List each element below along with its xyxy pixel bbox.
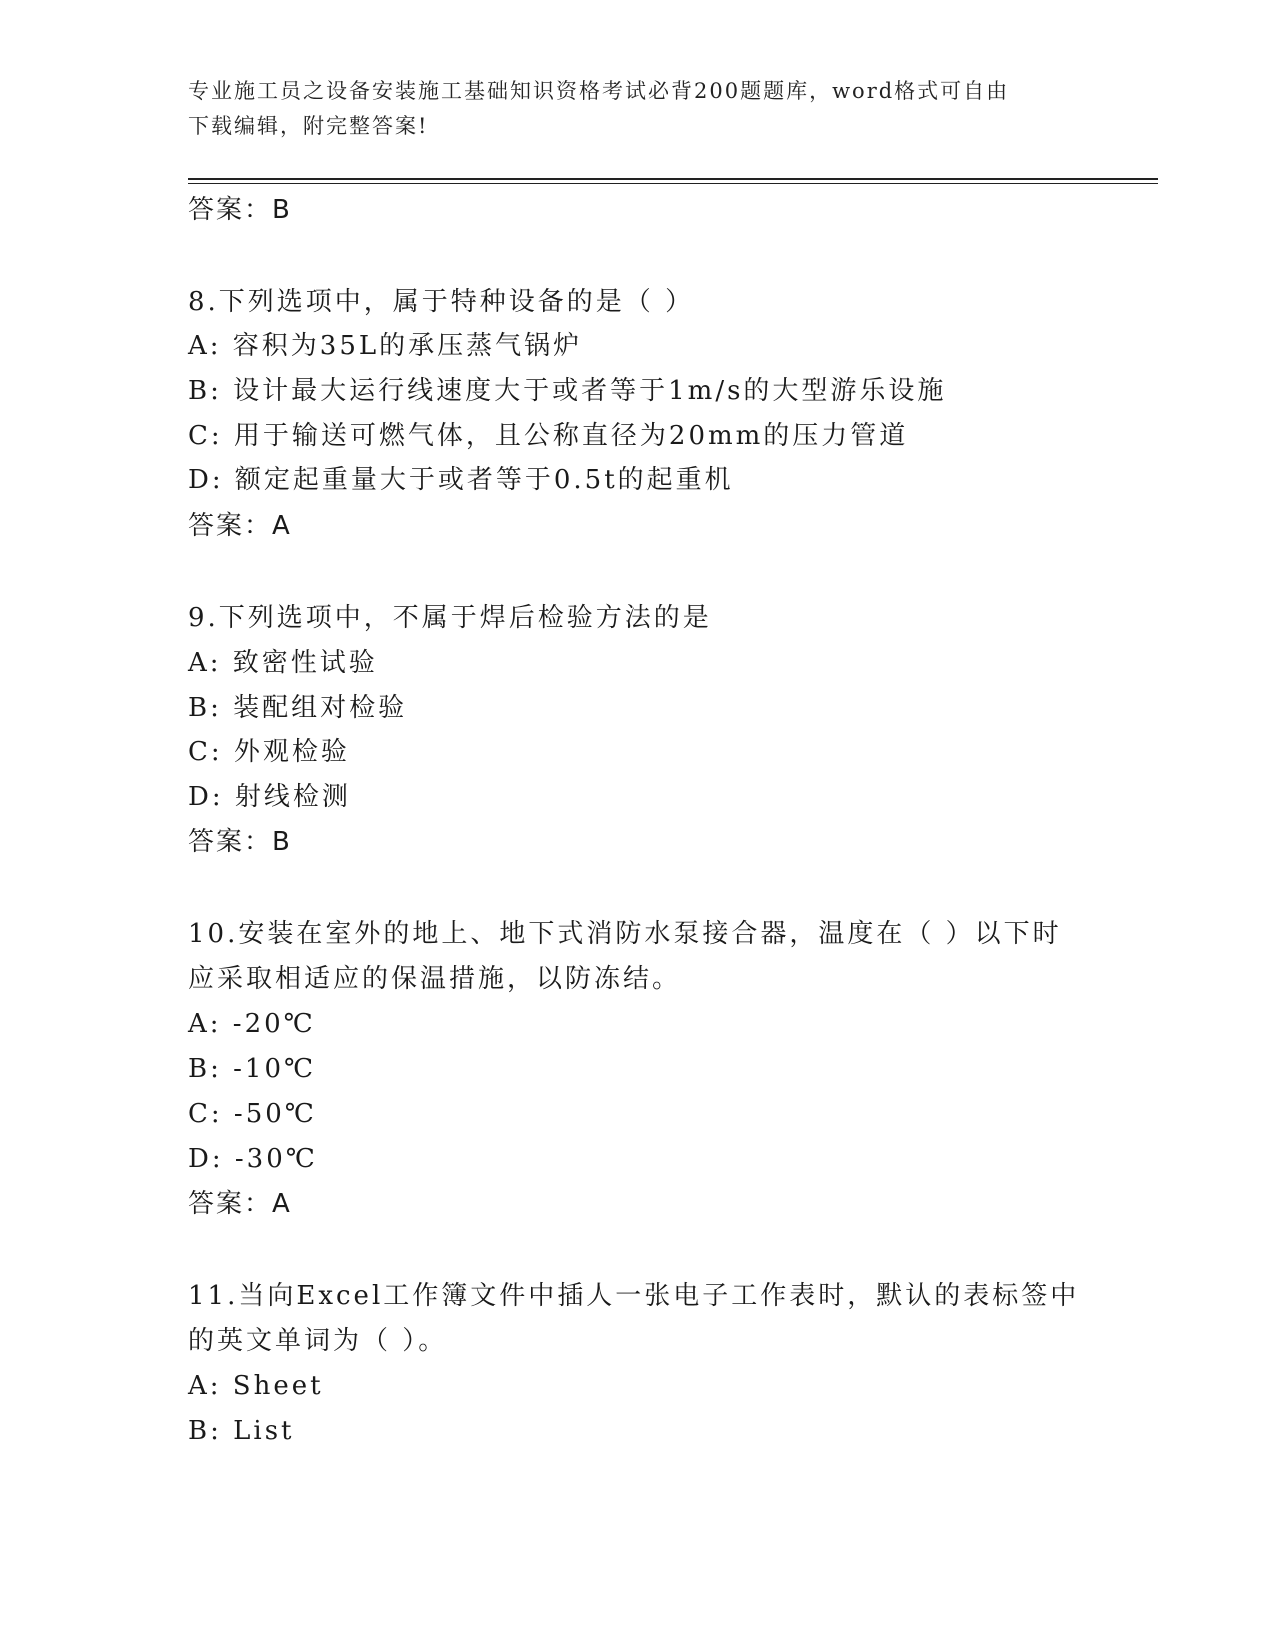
- question-8-option-c: C: 用于输送可燃气体，且公称直径为20mm的压力管道: [188, 421, 909, 451]
- header-line-1: 专业施工员之设备安装施工基础知识资格考试必背200题题库，word格式可自由: [188, 79, 1010, 103]
- question-11-option-a: A: Sheet: [188, 1371, 324, 1401]
- question-10-stem-line-1: 10.安装在室外的地上、地下式消防水泵接合器，温度在（ ）以下时: [188, 919, 1062, 949]
- question-9-option-a: A: 致密性试验: [188, 648, 378, 678]
- question-8-option-b: B: 设计最大运行线速度大于或者等于1m/s的大型游乐设施: [188, 376, 947, 406]
- question-10-option-d: D: -30℃: [188, 1144, 318, 1174]
- question-8-option-d: D: 额定起重量大于或者等于0.5t的起重机: [188, 465, 734, 495]
- question-8-stem: 8.下列选项中，属于特种设备的是（ ）: [188, 287, 695, 317]
- document-header: [188, 74, 1078, 144]
- question-10-option-b: B: -10℃: [188, 1054, 317, 1084]
- question-10-option-c: C: -50℃: [188, 1099, 317, 1129]
- question-10-answer: 答案：A: [188, 1189, 292, 1219]
- question-10-stem-line-2: 应采取相适应的保温措施，以防冻结。: [188, 964, 682, 994]
- question-8-option-a: A: 容积为35L的承压蒸气锅炉: [188, 331, 583, 361]
- question-11-option-b: B: List: [188, 1416, 295, 1446]
- question-8-answer: 答案：A: [188, 511, 292, 541]
- header-line-2: 下载编辑，附完整答案!: [188, 114, 429, 138]
- answer-line: 答案：B: [188, 195, 292, 225]
- question-9-option-b: B: 装配组对检验: [188, 693, 408, 723]
- question-9-option-c: C: 外观检验: [188, 737, 350, 767]
- question-9-option-d: D: 射线检测: [188, 782, 351, 812]
- question-11-stem-line-2: 的英文单词为（ ）。: [188, 1326, 448, 1356]
- question-9-stem: 9.下列选项中，不属于焊后检验方法的是: [188, 603, 712, 633]
- question-11-stem-line-1: 11.当向Excel工作簿文件中插人一张电子工作表时，默认的表标签中: [188, 1281, 1080, 1311]
- header-divider-thin: [188, 183, 1158, 184]
- question-10-option-a: A: -20℃: [188, 1009, 316, 1039]
- question-9-answer: 答案：B: [188, 827, 292, 857]
- header-divider-thick: [188, 178, 1158, 180]
